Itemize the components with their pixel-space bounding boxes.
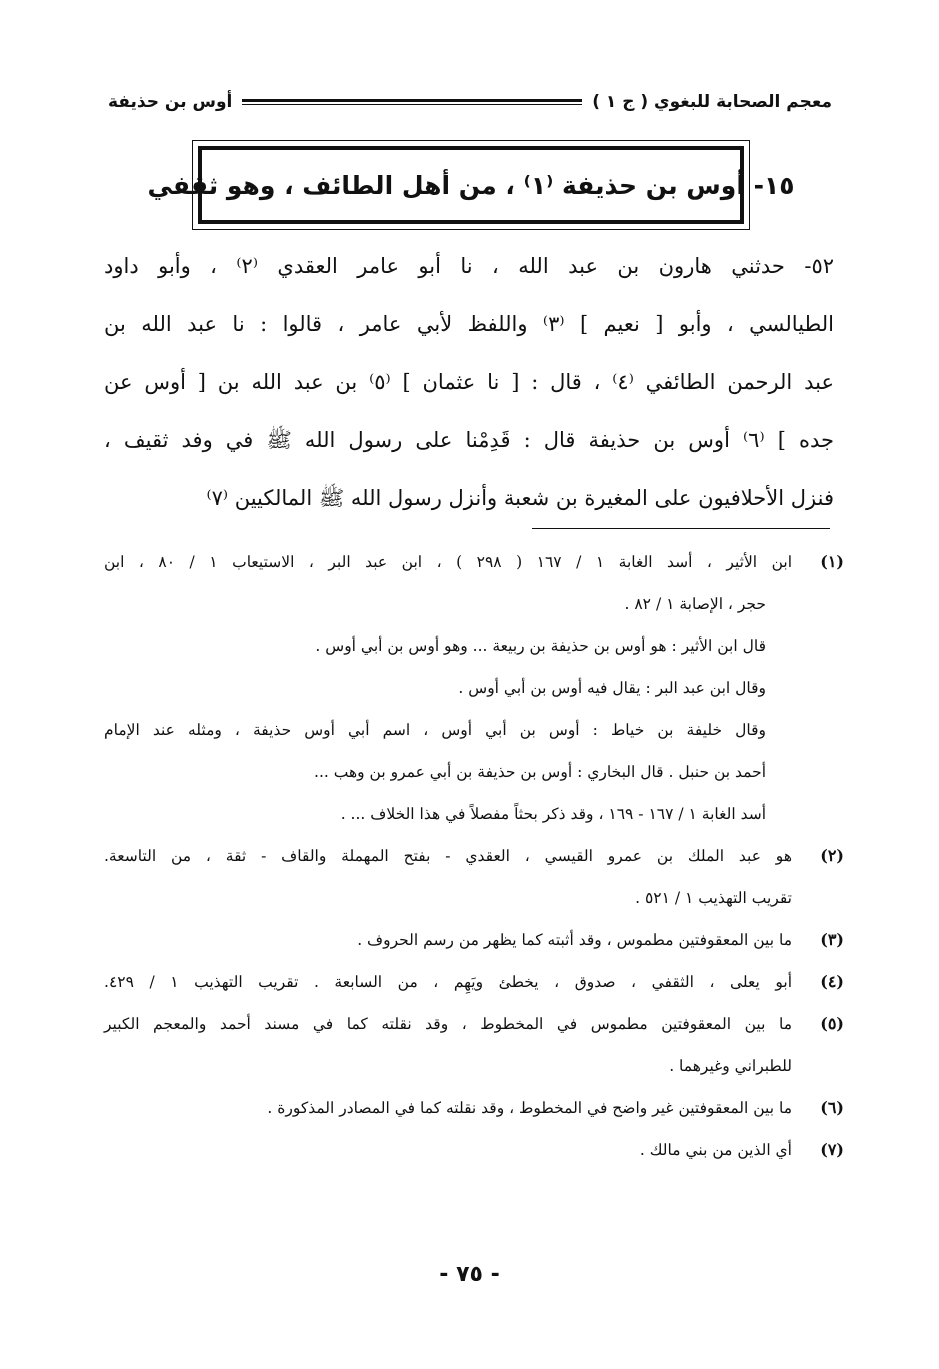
footnote-1-line — [104, 716, 844, 758]
footnote-1-line — [104, 758, 844, 800]
entry-title-box — [147, 140, 795, 230]
footnote-line: ما بين المعقوفتين غير واضح في المخطوط ، وقد نقلته كما في المصادر المذكورة . — [267, 1099, 792, 1117]
footnote-line: تقريب التهذيب ١ / ٥٢١ . — [635, 889, 792, 907]
footnote-1-line — [104, 590, 844, 632]
footnote-line: وقال ابن عبد البر : يقال فيه أوس بن أبي أوس . — [458, 679, 766, 697]
body-line: الطيالسي ، وأبو [ نعيم ] ⁽٣⁾ واللفظ لأبي عامر ، قالوا : نا عبد الله بن — [104, 312, 834, 336]
footnote-line: وقال خليفة بن خياط : أوس بن أبي أوس ، اسم أبي أوس حذيفة ، ومثله عند الإمام — [104, 721, 766, 739]
footnote-number: (٤) — [820, 972, 844, 991]
footnote-1-line — [104, 674, 844, 716]
footnote-line: للطبراني وغيرهما . — [669, 1057, 792, 1075]
header-rule — [242, 99, 582, 105]
running-header — [108, 86, 832, 118]
footnotes — [104, 548, 844, 1178]
entry-title: ١٥- أوس بن حذيفة ⁽١⁾ ، من أهل الطائف ، وهو ثقفي — [147, 170, 795, 200]
book-title: معجم الصحابة للبغوي ( ج ١ ) — [592, 92, 832, 112]
footnote-line: ابن الأثير ، أسد الغابة ١ / ١٦٧ ( ٢٩٨ ) ، ابن عبد البر ، الاستيعاب ١ / ٨٠ ، ابن — [104, 553, 793, 571]
footnote-line: أي الذين من بني مالك . — [639, 1141, 792, 1159]
footnote-line: ما بين المعقوفتين مطموس في المخطوط ، وقد نقلته كما في مسند أحمد والمعجم الكبير — [104, 1015, 792, 1033]
footnote-number: (٧) — [820, 1140, 844, 1159]
footnote-separator — [532, 528, 830, 529]
footnote-4 — [104, 968, 844, 1010]
footnote-line: حجر ، الإصابة ١ / ٨٢ . — [624, 595, 766, 613]
footnote-6 — [104, 1094, 844, 1136]
footnote-number: (٦) — [820, 1098, 844, 1117]
footnote-3 — [104, 926, 844, 968]
body-line: عبد الرحمن الطائفي ⁽٤⁾ ، قال : [ نا عثمان ] ⁽٥⁾ بن عبد الله بن [ أوس عن — [104, 370, 834, 394]
footnote-number: (٥) — [820, 1014, 844, 1033]
footnote-5-line — [104, 1052, 844, 1094]
footnote-2 — [104, 842, 844, 884]
running-entry-name: أوس بن حذيفة — [108, 92, 233, 112]
footnote-line: أسد الغابة ١ / ١٦٧ - ١٦٩ ، وقد ذكر بحثاً مفصلاً في هذا الخلاف ... . — [340, 805, 766, 823]
footnote-1-line — [104, 632, 844, 674]
footnote-line: ما بين المعقوفتين مطموس ، وقد أثبته كما يظهر من رسم الحروف . — [357, 931, 792, 949]
footnote-number: (٢) — [820, 846, 844, 865]
entry-title-frame — [147, 146, 795, 224]
footnote-number: (٣) — [820, 930, 844, 949]
body-line: ٥٢- حدثني هارون بن عبد الله ، نا أبو عامر العقدي ⁽٢⁾ ، وأبو داود — [104, 254, 834, 278]
footnote-7 — [104, 1136, 844, 1178]
footnote-line: أحمد بن حنبل . قال البخاري : أوس بن حذيفة بن أبي عمرو بن وهب ... — [314, 763, 766, 781]
footnote-number: (١) — [820, 552, 844, 571]
body-line: جده ] ⁽٦⁾ أوس بن حذيفة قال : قَدِمْنا على رسول الله ﷺ في وفد ثقيف ، — [104, 428, 834, 452]
footnote-1 — [104, 548, 844, 590]
footnote-1-line — [104, 800, 844, 842]
footnote-line: قال ابن الأثير : هو أوس بن حذيفة بن ربيعة ... وهو أوس بن أبي أوس . — [315, 637, 766, 655]
footnote-5 — [104, 1010, 844, 1052]
footnote-2-line — [104, 884, 844, 926]
body-line: فنزل الأحلافيون على المغيرة بن شعبة وأنزل رسول الله ﷺ المالكيين ⁽٧⁾ — [206, 486, 834, 510]
footnote-line: هو عبد الملك بن عمرو القيسي ، العقدي - بفتح المهملة والقاف - ثقة ، من التاسعة. — [104, 847, 792, 865]
hadith-text — [104, 244, 834, 534]
page-number: - ٧٥ - — [439, 1262, 500, 1287]
footnote-line: أبو يعلى ، الثقفي ، صدوق ، يخطئ ويَهِم ، من السابعة . تقريب التهذيب ١ / ٤٢٩. — [104, 973, 792, 991]
